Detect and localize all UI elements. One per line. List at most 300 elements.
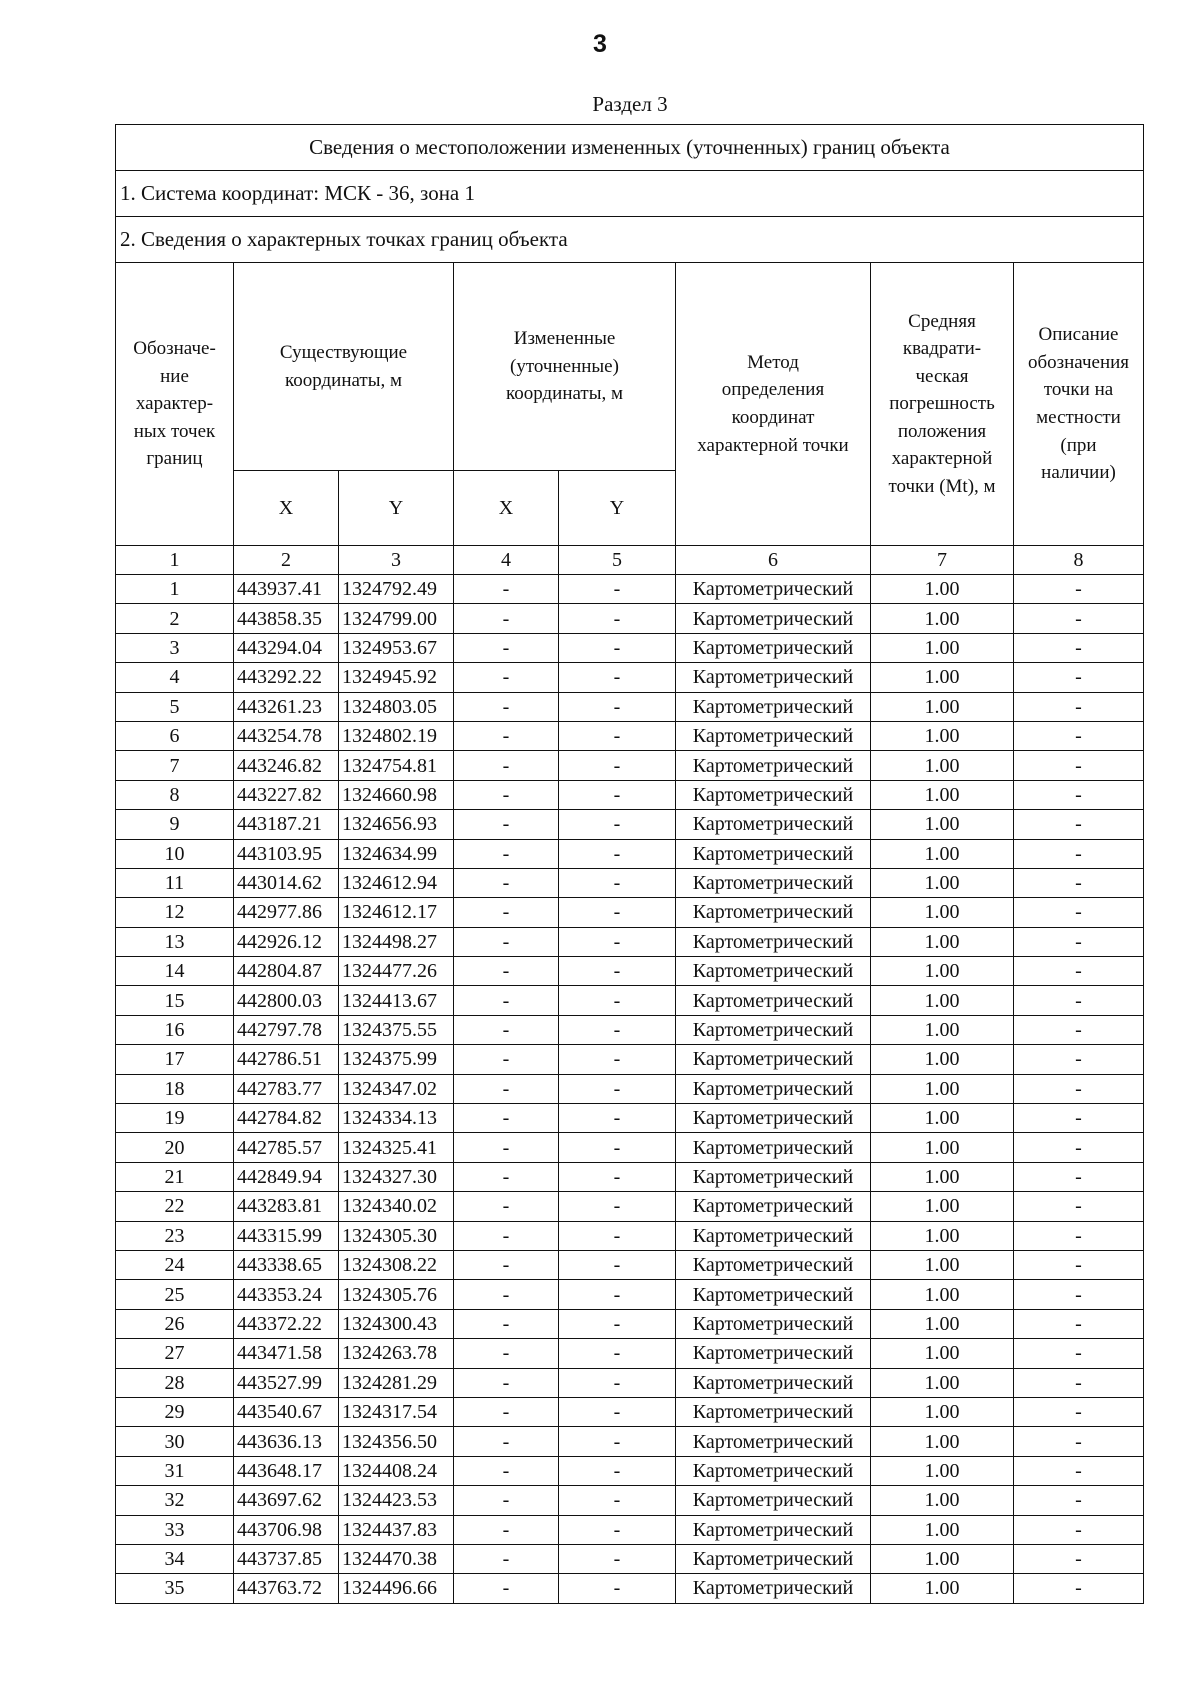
changed-y-cell: -: [559, 604, 676, 633]
mean-error-cell: 1.00: [871, 1427, 1014, 1456]
header-changed-x: X: [454, 471, 559, 546]
table-row: [116, 692, 1144, 721]
existing-x-cell: 443254.78: [234, 721, 339, 750]
mean-error-cell: 1.00: [871, 1515, 1014, 1544]
description-cell: -: [1014, 1309, 1144, 1338]
existing-x-cell: 442804.87: [234, 957, 339, 986]
existing-x-cell: 442786.51: [234, 1045, 339, 1074]
table-row: [116, 1104, 1144, 1133]
table-row: [116, 1544, 1144, 1573]
table-row: [116, 927, 1144, 956]
description-cell: -: [1014, 721, 1144, 750]
description-cell: -: [1014, 1397, 1144, 1426]
description-cell: -: [1014, 1427, 1144, 1456]
changed-y-cell: -: [559, 1397, 676, 1426]
table-row: [116, 1192, 1144, 1221]
method-cell: Картометрический: [676, 1280, 871, 1309]
changed-x-cell: -: [454, 1104, 559, 1133]
point-number-cell: 6: [116, 721, 234, 750]
table-row: [116, 898, 1144, 927]
changed-y-cell: -: [559, 810, 676, 839]
point-number-cell: 31: [116, 1456, 234, 1485]
point-number-cell: 25: [116, 1280, 234, 1309]
changed-y-cell: -: [559, 1515, 676, 1544]
method-cell: Картометрический: [676, 1015, 871, 1044]
table-row: [116, 751, 1144, 780]
existing-y-cell: 1324347.02: [339, 1074, 454, 1103]
mean-error-cell: 1.00: [871, 1192, 1014, 1221]
mean-error-cell: 1.00: [871, 1104, 1014, 1133]
existing-y-cell: 1324612.94: [339, 868, 454, 897]
point-number-cell: 17: [116, 1045, 234, 1074]
point-number-cell: 12: [116, 898, 234, 927]
description-cell: -: [1014, 1574, 1144, 1603]
changed-x-cell: -: [454, 1544, 559, 1573]
point-number-cell: 2: [116, 604, 234, 633]
existing-x-cell: 443648.17: [234, 1456, 339, 1485]
existing-y-cell: 1324792.49: [339, 575, 454, 604]
changed-y-cell: -: [559, 1104, 676, 1133]
changed-y-cell: -: [559, 927, 676, 956]
existing-x-cell: 443706.98: [234, 1515, 339, 1544]
changed-y-cell: -: [559, 1192, 676, 1221]
changed-x-cell: -: [454, 780, 559, 809]
existing-y-cell: 1324498.27: [339, 927, 454, 956]
point-number-cell: 33: [116, 1515, 234, 1544]
table-row: [116, 1515, 1144, 1544]
method-cell: Картометрический: [676, 1544, 871, 1573]
boundary-points-table: [115, 124, 1144, 1604]
mean-error-cell: 1.00: [871, 1250, 1014, 1279]
description-cell: -: [1014, 1456, 1144, 1485]
table-row: [116, 1427, 1144, 1456]
point-number-cell: 32: [116, 1486, 234, 1515]
method-cell: Картометрический: [676, 1427, 871, 1456]
header-existing-y: Y: [339, 471, 454, 546]
existing-y-cell: 1324470.38: [339, 1544, 454, 1573]
column-number: 3: [339, 546, 454, 575]
description-cell: -: [1014, 1104, 1144, 1133]
existing-y-cell: 1324300.43: [339, 1309, 454, 1338]
changed-x-cell: -: [454, 1456, 559, 1485]
existing-y-cell: 1324799.00: [339, 604, 454, 633]
changed-x-cell: -: [454, 927, 559, 956]
point-number-cell: 28: [116, 1368, 234, 1397]
method-cell: Картометрический: [676, 1104, 871, 1133]
mean-error-cell: 1.00: [871, 633, 1014, 662]
mean-error-cell: 1.00: [871, 1221, 1014, 1250]
description-cell: -: [1014, 1192, 1144, 1221]
table-row: [116, 1456, 1144, 1485]
point-number-cell: 23: [116, 1221, 234, 1250]
description-cell: -: [1014, 1280, 1144, 1309]
description-cell: -: [1014, 575, 1144, 604]
existing-x-cell: 443227.82: [234, 780, 339, 809]
mean-error-cell: 1.00: [871, 810, 1014, 839]
mean-error-cell: 1.00: [871, 1339, 1014, 1368]
changed-y-cell: -: [559, 986, 676, 1015]
method-cell: Картометрический: [676, 604, 871, 633]
changed-x-cell: -: [454, 1427, 559, 1456]
point-number-cell: 3: [116, 633, 234, 662]
changed-x-cell: -: [454, 1486, 559, 1515]
mean-error-cell: 1.00: [871, 692, 1014, 721]
column-number: 8: [1014, 546, 1144, 575]
changed-x-cell: -: [454, 1015, 559, 1044]
changed-x-cell: -: [454, 1250, 559, 1279]
table-row: [116, 1250, 1144, 1279]
point-number-cell: 21: [116, 1162, 234, 1191]
description-cell: -: [1014, 839, 1144, 868]
method-cell: Картометрический: [676, 1515, 871, 1544]
point-number-cell: 18: [116, 1074, 234, 1103]
changed-x-cell: -: [454, 810, 559, 839]
changed-y-cell: -: [559, 751, 676, 780]
existing-x-cell: 443261.23: [234, 692, 339, 721]
method-cell: Картометрический: [676, 1456, 871, 1485]
method-cell: Картометрический: [676, 1221, 871, 1250]
changed-y-cell: -: [559, 780, 676, 809]
existing-x-cell: 443937.41: [234, 575, 339, 604]
table-row: [116, 1309, 1144, 1338]
table-row: [116, 1015, 1144, 1044]
description-cell: -: [1014, 1250, 1144, 1279]
method-cell: Картометрический: [676, 810, 871, 839]
table-row: [116, 1045, 1144, 1074]
mean-error-cell: 1.00: [871, 1544, 1014, 1573]
existing-y-cell: 1324325.41: [339, 1133, 454, 1162]
changed-x-cell: -: [454, 868, 559, 897]
changed-y-cell: -: [559, 692, 676, 721]
mean-error-cell: 1.00: [871, 1162, 1014, 1191]
description-cell: -: [1014, 633, 1144, 662]
description-cell: -: [1014, 780, 1144, 809]
description-cell: -: [1014, 1339, 1144, 1368]
existing-x-cell: 443763.72: [234, 1574, 339, 1603]
existing-y-cell: 1324634.99: [339, 839, 454, 868]
point-number-cell: 10: [116, 839, 234, 868]
existing-x-cell: 443283.81: [234, 1192, 339, 1221]
mean-error-cell: 1.00: [871, 1574, 1014, 1603]
existing-y-cell: 1324356.50: [339, 1427, 454, 1456]
table-row: [116, 868, 1144, 897]
description-cell: -: [1014, 751, 1144, 780]
point-number-cell: 34: [116, 1544, 234, 1573]
changed-y-cell: -: [559, 1074, 676, 1103]
table-row: [116, 575, 1144, 604]
existing-x-cell: 442926.12: [234, 927, 339, 956]
description-cell: -: [1014, 1074, 1144, 1103]
mean-error-cell: 1.00: [871, 1397, 1014, 1426]
point-number-cell: 5: [116, 692, 234, 721]
point-number-cell: 20: [116, 1133, 234, 1162]
changed-y-cell: -: [559, 1015, 676, 1044]
changed-y-cell: -: [559, 1250, 676, 1279]
mean-error-cell: 1.00: [871, 780, 1014, 809]
table-row: [116, 1486, 1144, 1515]
changed-x-cell: -: [454, 1574, 559, 1603]
mean-error-cell: 1.00: [871, 1133, 1014, 1162]
mean-error-cell: 1.00: [871, 868, 1014, 897]
existing-y-cell: 1324802.19: [339, 721, 454, 750]
description-cell: -: [1014, 1486, 1144, 1515]
header-point-designation: Обозначе- ние характер- ных точек границ: [116, 263, 234, 546]
method-cell: Картометрический: [676, 1368, 871, 1397]
description-cell: -: [1014, 810, 1144, 839]
point-number-cell: 29: [116, 1397, 234, 1426]
point-number-cell: 9: [116, 810, 234, 839]
changed-x-cell: -: [454, 1133, 559, 1162]
existing-x-cell: 442783.77: [234, 1074, 339, 1103]
existing-x-cell: 443527.99: [234, 1368, 339, 1397]
point-number-cell: 26: [116, 1309, 234, 1338]
changed-y-cell: -: [559, 1280, 676, 1309]
point-number-cell: 11: [116, 868, 234, 897]
mean-error-cell: 1.00: [871, 1280, 1014, 1309]
changed-y-cell: -: [559, 898, 676, 927]
changed-y-cell: -: [559, 1456, 676, 1485]
changed-x-cell: -: [454, 1368, 559, 1397]
changed-x-cell: -: [454, 663, 559, 692]
description-cell: -: [1014, 1515, 1144, 1544]
existing-x-cell: 442800.03: [234, 986, 339, 1015]
header-existing-x: X: [234, 471, 339, 546]
changed-x-cell: -: [454, 692, 559, 721]
changed-y-cell: -: [559, 1162, 676, 1191]
table-row: [116, 1397, 1144, 1426]
table-row: [116, 1074, 1144, 1103]
header-description: Описание обозначения точки на местности (при наличии): [1014, 263, 1144, 546]
changed-x-cell: -: [454, 604, 559, 633]
method-cell: Картометрический: [676, 663, 871, 692]
method-cell: Картометрический: [676, 1309, 871, 1338]
changed-x-cell: -: [454, 1397, 559, 1426]
column-number: 6: [676, 546, 871, 575]
method-cell: Картометрический: [676, 1045, 871, 1074]
coordinate-system: 1. Система координат: МСК - 36, зона 1: [116, 171, 1144, 217]
point-number-cell: 16: [116, 1015, 234, 1044]
point-number-cell: 13: [116, 927, 234, 956]
changed-x-cell: -: [454, 1045, 559, 1074]
column-number: 7: [871, 546, 1014, 575]
existing-y-cell: 1324305.76: [339, 1280, 454, 1309]
existing-x-cell: 442797.78: [234, 1015, 339, 1044]
existing-y-cell: 1324375.99: [339, 1045, 454, 1074]
table-row: [116, 1368, 1144, 1397]
changed-x-cell: -: [454, 957, 559, 986]
description-cell: -: [1014, 986, 1144, 1015]
description-cell: -: [1014, 1045, 1144, 1074]
mean-error-cell: 1.00: [871, 1045, 1014, 1074]
point-number-cell: 8: [116, 780, 234, 809]
changed-x-cell: -: [454, 898, 559, 927]
method-cell: Картометрический: [676, 839, 871, 868]
changed-y-cell: -: [559, 1486, 676, 1515]
method-cell: Картометрический: [676, 1074, 871, 1103]
existing-y-cell: 1324437.83: [339, 1515, 454, 1544]
method-cell: Картометрический: [676, 1574, 871, 1603]
point-number-cell: 27: [116, 1339, 234, 1368]
mean-error-cell: 1.00: [871, 839, 1014, 868]
point-number-cell: 4: [116, 663, 234, 692]
description-cell: -: [1014, 663, 1144, 692]
existing-y-cell: 1324375.55: [339, 1015, 454, 1044]
existing-y-cell: 1324334.13: [339, 1104, 454, 1133]
existing-y-cell: 1324496.66: [339, 1574, 454, 1603]
method-cell: Картометрический: [676, 986, 871, 1015]
existing-y-cell: 1324308.22: [339, 1250, 454, 1279]
page-number: 3: [593, 30, 607, 58]
existing-x-cell: 442785.57: [234, 1133, 339, 1162]
existing-y-cell: 1324423.53: [339, 1486, 454, 1515]
changed-y-cell: -: [559, 957, 676, 986]
column-number-row: [116, 546, 1144, 575]
existing-y-cell: 1324340.02: [339, 1192, 454, 1221]
description-cell: -: [1014, 1133, 1144, 1162]
existing-x-cell: 443246.82: [234, 751, 339, 780]
header-changed-y: Y: [559, 471, 676, 546]
existing-x-cell: 443014.62: [234, 868, 339, 897]
method-cell: Картометрический: [676, 1397, 871, 1426]
point-number-cell: 7: [116, 751, 234, 780]
method-cell: Картометрический: [676, 692, 871, 721]
method-cell: Картометрический: [676, 957, 871, 986]
existing-x-cell: 443338.65: [234, 1250, 339, 1279]
changed-y-cell: -: [559, 1339, 676, 1368]
existing-x-cell: 443294.04: [234, 633, 339, 662]
description-cell: -: [1014, 1221, 1144, 1250]
description-cell: -: [1014, 868, 1144, 897]
point-number-cell: 22: [116, 1192, 234, 1221]
method-cell: Картометрический: [676, 1192, 871, 1221]
existing-y-cell: 1324281.29: [339, 1368, 454, 1397]
changed-y-cell: -: [559, 1427, 676, 1456]
existing-x-cell: 443187.21: [234, 810, 339, 839]
existing-x-cell: 443353.24: [234, 1280, 339, 1309]
mean-error-cell: 1.00: [871, 575, 1014, 604]
description-cell: -: [1014, 604, 1144, 633]
existing-y-cell: 1324754.81: [339, 751, 454, 780]
existing-x-cell: 443372.22: [234, 1309, 339, 1338]
header-changed-coordinates: Измененные (уточненные) координаты, м: [454, 263, 676, 471]
changed-x-cell: -: [454, 986, 559, 1015]
changed-x-cell: -: [454, 1339, 559, 1368]
table-title: Сведения о местоположении измененных (уточненных) границ объекта: [116, 125, 1144, 171]
existing-y-cell: 1324263.78: [339, 1339, 454, 1368]
mean-error-cell: 1.00: [871, 1309, 1014, 1338]
changed-y-cell: -: [559, 1045, 676, 1074]
description-cell: -: [1014, 957, 1144, 986]
changed-x-cell: -: [454, 1221, 559, 1250]
changed-y-cell: -: [559, 868, 676, 897]
changed-y-cell: -: [559, 721, 676, 750]
method-cell: Картометрический: [676, 1162, 871, 1191]
description-cell: -: [1014, 1015, 1144, 1044]
mean-error-cell: 1.00: [871, 1486, 1014, 1515]
changed-x-cell: -: [454, 575, 559, 604]
existing-x-cell: 442977.86: [234, 898, 339, 927]
changed-x-cell: -: [454, 1280, 559, 1309]
changed-y-cell: -: [559, 1221, 676, 1250]
existing-y-cell: 1324305.30: [339, 1221, 454, 1250]
table-row: [116, 1574, 1144, 1603]
existing-y-cell: 1324660.98: [339, 780, 454, 809]
mean-error-cell: 1.00: [871, 604, 1014, 633]
changed-y-cell: -: [559, 633, 676, 662]
table-row: [116, 663, 1144, 692]
existing-y-cell: 1324803.05: [339, 692, 454, 721]
existing-x-cell: 443292.22: [234, 663, 339, 692]
existing-x-cell: 443858.35: [234, 604, 339, 633]
changed-x-cell: -: [454, 839, 559, 868]
column-number: 2: [234, 546, 339, 575]
point-number-cell: 15: [116, 986, 234, 1015]
method-cell: Картометрический: [676, 780, 871, 809]
point-number-cell: 14: [116, 957, 234, 986]
method-cell: Картометрический: [676, 751, 871, 780]
existing-x-cell: 443103.95: [234, 839, 339, 868]
method-cell: Картометрический: [676, 1133, 871, 1162]
mean-error-cell: 1.00: [871, 663, 1014, 692]
existing-x-cell: 443315.99: [234, 1221, 339, 1250]
existing-x-cell: 443697.62: [234, 1486, 339, 1515]
header-method: Метод определения координат характерной точки: [676, 263, 871, 546]
mean-error-cell: 1.00: [871, 721, 1014, 750]
changed-y-cell: -: [559, 839, 676, 868]
existing-y-cell: 1324477.26: [339, 957, 454, 986]
point-number-cell: 24: [116, 1250, 234, 1279]
description-cell: -: [1014, 1368, 1144, 1397]
changed-x-cell: -: [454, 1192, 559, 1221]
method-cell: Картометрический: [676, 898, 871, 927]
existing-y-cell: 1324945.92: [339, 663, 454, 692]
table-row: [116, 780, 1144, 809]
table-row: [116, 604, 1144, 633]
existing-x-cell: 442784.82: [234, 1104, 339, 1133]
point-number-cell: 35: [116, 1574, 234, 1603]
section-title: Раздел 3: [592, 92, 668, 116]
table-row: [116, 1339, 1144, 1368]
mean-error-cell: 1.00: [871, 1456, 1014, 1485]
existing-y-cell: 1324656.93: [339, 810, 454, 839]
table-row: [116, 1162, 1144, 1191]
method-cell: Картометрический: [676, 927, 871, 956]
mean-error-cell: 1.00: [871, 986, 1014, 1015]
points-section-title: 2. Сведения о характерных точках границ объекта: [116, 217, 1144, 263]
table-row: [116, 986, 1144, 1015]
table-row: [116, 810, 1144, 839]
column-number: 5: [559, 546, 676, 575]
existing-x-cell: 443636.13: [234, 1427, 339, 1456]
mean-error-cell: 1.00: [871, 1368, 1014, 1397]
changed-y-cell: -: [559, 575, 676, 604]
changed-x-cell: -: [454, 1162, 559, 1191]
changed-y-cell: -: [559, 1574, 676, 1603]
table-row: [116, 1280, 1144, 1309]
description-cell: -: [1014, 1544, 1144, 1573]
description-cell: -: [1014, 898, 1144, 927]
description-cell: -: [1014, 1162, 1144, 1191]
table-row: [116, 1221, 1144, 1250]
point-number-cell: 1: [116, 575, 234, 604]
method-cell: Картометрический: [676, 868, 871, 897]
method-cell: Картометрический: [676, 1250, 871, 1279]
existing-y-cell: 1324327.30: [339, 1162, 454, 1191]
description-cell: -: [1014, 692, 1144, 721]
description-cell: -: [1014, 927, 1144, 956]
method-cell: Картометрический: [676, 633, 871, 662]
existing-x-cell: 443540.67: [234, 1397, 339, 1426]
